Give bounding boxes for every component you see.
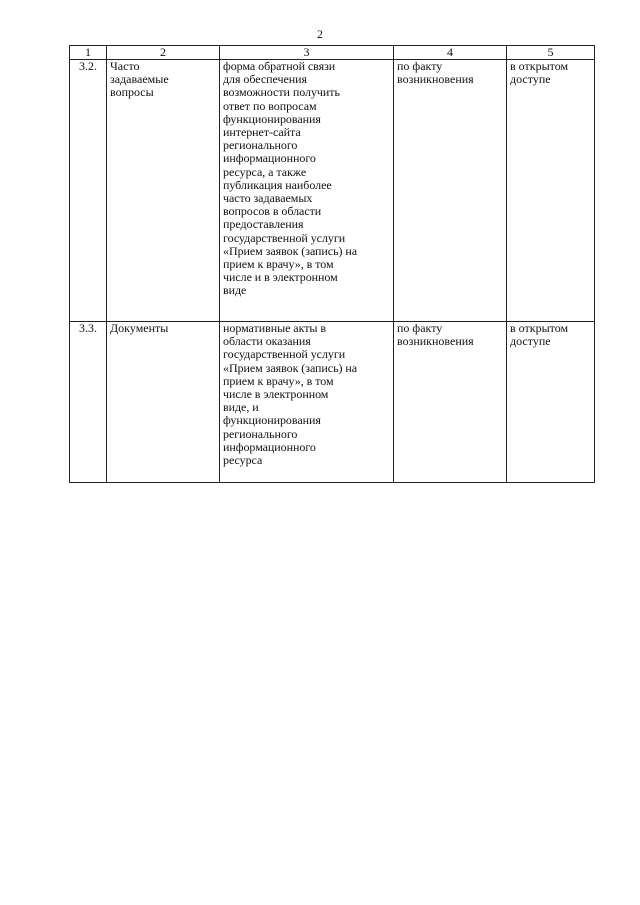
- cell-text-line: вопросов в области: [223, 204, 322, 219]
- cell-text-line: вопросы: [110, 85, 154, 100]
- page-number: 2: [317, 27, 323, 41]
- access-mode-cell: [507, 322, 595, 483]
- cell-text-line: доступе: [510, 334, 551, 349]
- column-header-2: 2: [107, 46, 220, 60]
- cell-text-line: публикация наиболее: [223, 177, 332, 192]
- cell-text-line: возникновения: [397, 334, 474, 349]
- cell-text-line: возникновения: [397, 72, 474, 87]
- cell-text-line: интернет-сайта: [223, 125, 301, 140]
- row-number-cell: 3.3.: [70, 322, 107, 483]
- cell-text-line: по факту: [397, 59, 443, 73]
- cell-text-line: информационного: [223, 151, 316, 166]
- cell-text-line: регионального: [223, 138, 298, 153]
- column-header-1: 1: [70, 46, 107, 60]
- table-body: [70, 60, 595, 483]
- cell-text-line: для обеспечения: [223, 72, 307, 87]
- table-row: [70, 322, 595, 483]
- description-cell: [220, 60, 394, 322]
- cell-text-line: области оказания: [223, 334, 311, 349]
- services-table: [69, 45, 595, 483]
- column-header-3: 3: [220, 46, 394, 60]
- cell-text-line: возможности получить: [223, 85, 340, 100]
- section-name-cell: [107, 322, 220, 483]
- cell-text-line: в открытом: [510, 59, 569, 73]
- cell-text-line: форма обратной связи: [223, 59, 336, 73]
- column-header-5: 5: [507, 46, 595, 60]
- cell-text-line: прием к врачу», в том: [223, 373, 334, 388]
- table-row: [70, 60, 595, 322]
- cell-text-line: числе в электронном: [223, 387, 329, 402]
- cell-text-line: ответ по вопросам: [223, 98, 317, 113]
- cell-text-line: информационного: [223, 439, 316, 454]
- cell-text-line: предоставления: [223, 217, 304, 232]
- cell-text-line: Часто: [110, 59, 140, 73]
- cell-text-line: по факту: [397, 321, 443, 335]
- access-mode-cell: [507, 60, 595, 322]
- update-period-cell: [394, 60, 507, 322]
- cell-text-line: регионального: [223, 426, 298, 441]
- cell-text-line: государственной услуги: [223, 347, 346, 362]
- cell-text-line: Документы: [110, 321, 169, 335]
- cell-text-line: функционирования: [223, 111, 321, 126]
- cell-text-line: нормативные акты в: [223, 321, 326, 335]
- cell-text-line: государственной услуги: [223, 230, 346, 245]
- cell-text-line: ресурса, а также: [223, 164, 307, 179]
- cell-text-line: доступе: [510, 72, 551, 87]
- cell-text-line: «Прием заявок (запись) на: [223, 243, 358, 258]
- row-number-cell: 3.2.: [70, 60, 107, 322]
- cell-text-line: «Прием заявок (запись) на: [223, 360, 358, 375]
- description-cell: [220, 322, 394, 483]
- table-header: [70, 46, 595, 60]
- header-row: [70, 46, 595, 60]
- column-header-4: 4: [394, 46, 507, 60]
- cell-text-line: виде: [223, 283, 247, 298]
- cell-text-line: виде, и: [223, 400, 259, 415]
- cell-text-line: функционирования: [223, 413, 321, 428]
- cell-text-line: задаваемые: [110, 72, 169, 87]
- cell-text-line: числе и в электронном: [223, 270, 338, 285]
- cell-text-line: прием к врачу», в том: [223, 257, 334, 272]
- update-period-cell: [394, 322, 507, 483]
- cell-text-line: ресурса: [223, 453, 263, 468]
- section-name-cell: [107, 60, 220, 322]
- cell-text-line: часто задаваемых: [223, 191, 313, 206]
- cell-text-line: в открытом: [510, 321, 569, 335]
